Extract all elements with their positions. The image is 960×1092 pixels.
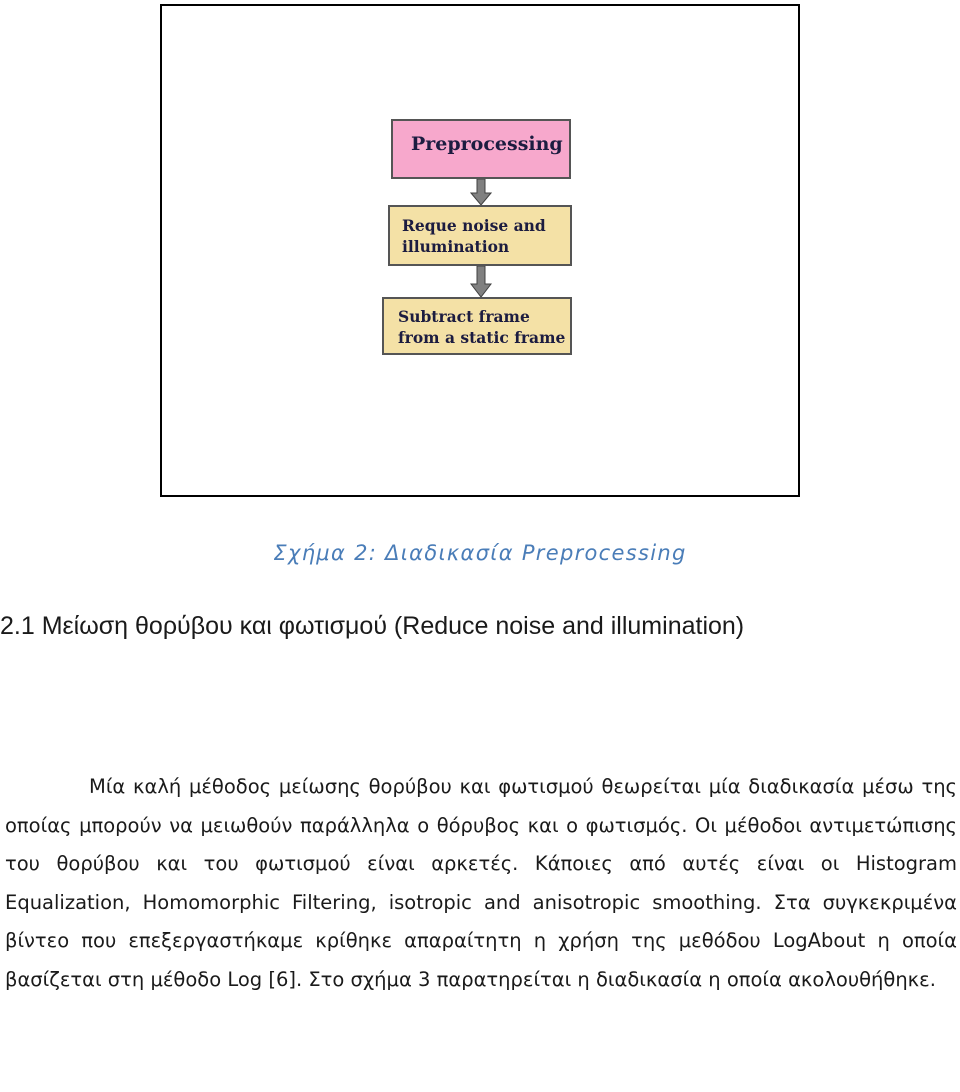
subtract-frame-box bbox=[382, 297, 572, 355]
reduce-noise-box bbox=[388, 205, 572, 266]
preprocessing-box bbox=[391, 119, 571, 179]
figure-frame bbox=[160, 4, 800, 497]
down-arrow-icon bbox=[470, 179, 492, 206]
section-heading: 2.1 Μείωση θορύβου και φωτισμού (Reduce noise and illumination) bbox=[0, 612, 745, 640]
subtract-frame-box-line-2: from a static frame bbox=[398, 328, 566, 347]
subtract-frame-box-line-1: Subtract frame bbox=[398, 307, 530, 326]
body-paragraph: Μία καλή μέθοδος μείωσης θορύβου και φωτισμού θεωρείται μία διαδικασία μέσω της οποίας μπορούν να μειωθούν παράλληλα ο θόρυβος και ο φωτισμός. Οι μέθοδοι αντιμετώπισης του θορύβου και του φωτισμού είναι αρκετές. Κάποιες από αυτές είναι οι Histogram Equalization, Homomorphic Filtering, isotropic and anisotropic smoothing. Στα συγκεκριμένα βίντεο που επεξεργαστήκαμε κρίθηκε απαραίτητη η χρήση της μεθόδου LogAbout η οποία βασίζεται στη μέθοδο Log [6]. Στο σχήμα 3 παρατηρείται η διαδικασία η οποία ακολουθήθηκε. bbox=[5, 775, 957, 991]
figure-caption: Σχήμα 2: Διαδικασία Preprocessing bbox=[273, 541, 687, 565]
down-arrow-icon bbox=[470, 266, 492, 298]
reduce-noise-box-line-2: illumination bbox=[402, 237, 510, 256]
reduce-noise-box-line-1: Reque noise and bbox=[402, 216, 546, 235]
preprocessing-box-label: Preprocessing bbox=[411, 133, 563, 155]
